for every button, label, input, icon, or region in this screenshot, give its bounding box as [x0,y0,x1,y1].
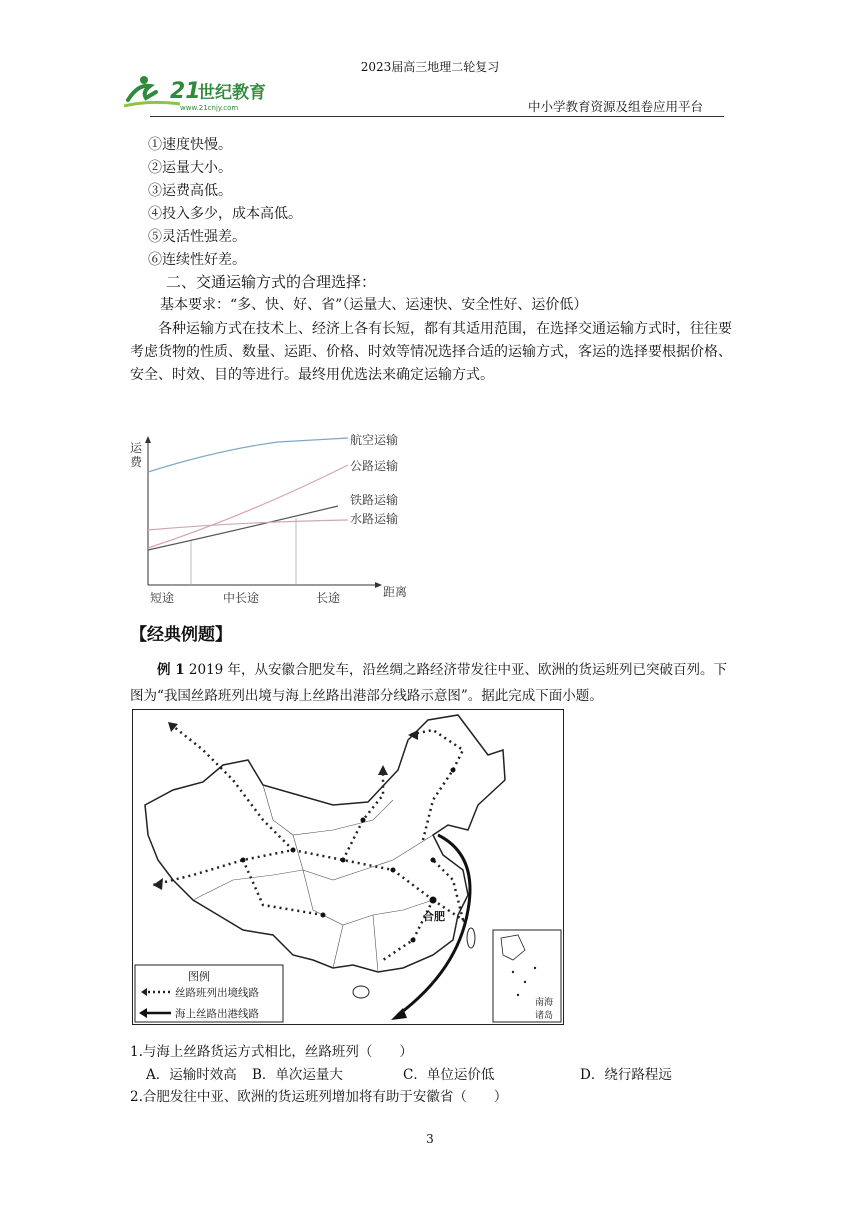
svg-text:www.21cnjy.com: www.21cnjy.com [180,104,239,112]
list-item: ②运量大小。 [148,160,232,176]
y-axis-label-2: 费 [130,455,143,469]
series-label-water: 水路运输 [350,512,399,526]
series-label-air: 航空运输 [350,433,399,447]
example-1-label: 例 1 [157,662,185,678]
legend-item-sea: 海上丝路出港线路 [175,1008,259,1020]
question-1-stem: 1.与海上丝路货运方式相比，丝路班列（ ） [130,1044,413,1060]
silk-road-map [132,709,564,1025]
question-1-option-b[interactable]: B．单次运量大 [252,1067,343,1083]
x-tick-long: 长途 [316,591,341,605]
example-1-body: 2019 年，从安徽合肥发车，沿丝绸之路经济带发往中亚、欧洲的货运班列已突破百列。下图为“我国丝路班列出境与海上丝路出港部分线路示意图”。据此完成下面小题。 [130,662,728,704]
basic-requirement: 基本要求：“多、快、好、省”（运量大、运速快、安全性好、运价低） [160,297,588,313]
series-line-road [148,465,348,548]
city-label-hefei: 合肥 [423,910,445,923]
inset-label-south-sea: 南海 [535,998,554,1008]
list-item: ①速度快慢。 [148,137,232,153]
list-item: ⑤灵活性强差。 [148,229,246,245]
question-1-option-c[interactable]: C．单位运价低 [403,1067,495,1083]
series-line-water [148,520,348,530]
selection-paragraph: 各种运输方式在技术上、经济上各有长短，都有其适用范围，在选择交通运输方式时，往往要考虑货物的性质、数量、运距、价格、时效等情况选择合适的运输方式，客运的选择要根据价格、安全、时效、目的等进行。最终用优选法来确定运输方式。 [130,321,732,383]
list-item: ④投入多少，成本高低。 [148,206,302,222]
header-title: 2023届高三地理二轮复习 [360,60,500,74]
series-label-rail: 铁路运输 [350,493,399,507]
y-axis-arrow [145,436,151,443]
x-tick-short: 短途 [150,591,175,605]
list-item: ⑥连续性好差。 [148,252,246,268]
series-line-air [148,438,348,472]
example-1-text [130,657,735,709]
question-1-option-a[interactable]: A．运输时效高 [146,1067,237,1083]
x-axis-label: 距离 [383,585,408,599]
examples-heading: 【经典例题】 [130,625,232,645]
series-label-road: 公路运输 [350,459,399,473]
y-axis-label-1: 运 [130,441,143,455]
logo-icon [120,70,290,114]
section-2-title: 二、交通运输方式的合理选择： [166,273,377,291]
page-number: 3 [426,1132,434,1146]
question-2-stem: 2.合肥发往中亚、欧洲的货运班列增加将有助于安徽省（ ） [130,1089,508,1105]
header-platform: 中小学教育资源及组卷应用平台 [528,99,704,114]
transport-cost-chart [128,430,438,605]
legend-title: 图例 [188,970,210,983]
x-tick-medium: 中长途 [223,591,260,605]
x-axis-arrow [375,582,382,588]
question-1-option-d[interactable]: D．绕行路程远 [580,1067,672,1083]
logo [120,70,290,114]
inset-label-islands: 诸岛 [535,1011,554,1021]
list-item: ③运费高低。 [148,183,232,199]
svg-text:世纪教育: 世纪教育 [198,83,266,103]
header-divider [150,116,724,117]
svg-text:21: 21 [170,79,201,104]
legend-item-rail: 丝路班列出境线路 [175,987,259,999]
